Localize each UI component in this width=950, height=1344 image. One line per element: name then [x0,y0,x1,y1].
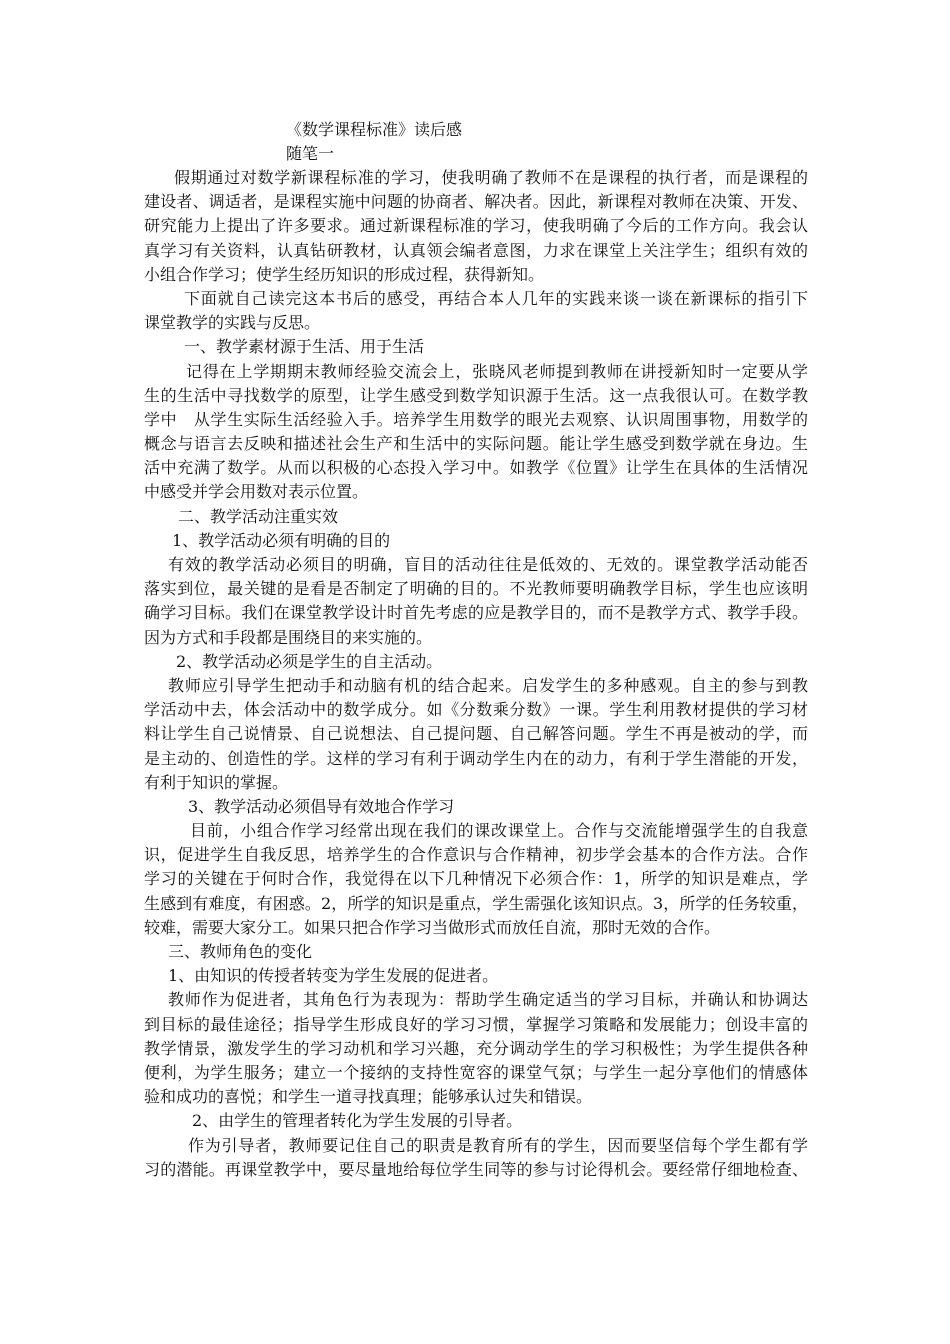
text-line: 到目标的最佳途径；指导学生形成良好的学习习惯，掌握学习策略和发展能力；创设丰富的 [144,1014,808,1034]
text-line: 学活动中去，体会活动中的数学成分。如《分数乘分数》一课。学生利用教材提供的学习材 [144,700,808,720]
text-line: 料让学生自己说情景、自己说想法、自己提问题、自己解答问题。学生不再是被动的学，而 [144,724,808,744]
text-line: 真学习有关资料，认真钻研教材，认真领会编者意图，力求在课堂上关注学生；组织有效的 [144,240,808,260]
text-line: 下面就自己读完这本书后的感受，再结合本人几年的实践来谈一谈在新课标的指引下 [184,288,808,308]
text-line: 二、教学活动注重实效 [178,506,339,526]
text-line: 因为方式和手段都是围绕目的来实施的。 [144,627,433,647]
text-line: 一、教学素材源于生活、用于生活 [184,337,425,357]
text-line: 1、教学活动必须有明确的目的 [172,530,391,550]
text-line: 学中 从学生实际生活经验入手。培养学生用数学的眼光去观察、认识周围事物，用数学的 [144,409,808,429]
text-line: 学习的关键在于何时合作，我觉得在以下几种情况下必须合作：1，所学的知识是难点，学 [144,869,808,889]
text-line: 较难，需要大家分工。如果只把合作学习当做形式而放任自流，那时无效的合作。 [144,917,721,937]
text-line: 三、教师角色的变化 [168,942,313,961]
text-line: 教师作为促进者，其角色行为表现为：帮助学生确定适当的学习目标，并确认和协调达 [168,990,808,1010]
text-line: 建设者、调适者，是课程实施中问题的协商者、解决者。因此，新课程对教师在决策、开发、 [144,192,808,212]
text-line: 教学情景，激发学生的学习动机和学习兴趣，充分调动学生的学习积极性；为学生提供各种 [144,1038,808,1058]
text-line: 生感到有难度，有困惑。2，所学的知识是重点，学生需强化该知识点。3，所学的任务较重， [144,893,808,913]
text-line: 生的生活中寻找数学的原型，让学生感受到数学知识源于生活。这一点我很认可。在数学教 [144,385,808,405]
document-title: 《数学课程标准》读后感 [286,120,463,139]
text-line: 小组合作学习；使学生经历知识的形成过程，获得新知。 [144,264,545,284]
document-body [144,166,808,1182]
text-line: 2、由学生的管理者转化为学生发展的引导者。 [192,1111,523,1131]
text-line: 概念与语言去反映和描述社会生产和生活中的实际问题。能让学生感受到数学就在身边。生 [144,434,808,454]
text-line: 识，促进学生自我反思，培养学生的合作意识与合作精神，初步学会基本的合作方法。合作 [144,845,808,865]
text-line: 假期通过对数学新课程标准的学习，使我明确了教师不在是课程的执行者，而是课程的 [174,168,808,187]
text-line: 研究能力上提出了许多要求。通过新课程标准的学习，使我明确了今后的工作方向。我会认 [144,216,808,236]
text-line: 中感受并学会用数对表示位置。 [144,482,369,502]
text-line: 目前，小组合作学习经常出现在我们的课改课堂上。合作与交流能增强学生的自我意 [190,821,808,841]
document-subtitle: 随笔一 [286,144,335,163]
text-line: 落实到位，最关键的是看是否制定了明确的目的。不光教师要明确教学目标，学生也应该明 [144,579,808,599]
text-line: 有利于知识的掌握。 [144,772,289,792]
text-line: 验和成功的喜悦；和学生一道寻找真理；能够承认过失和错误。 [144,1087,593,1107]
text-line: 作为引导者，教师要记住自己的职责是教育所有的学生，因而要坚信每个学生都有学 [188,1135,808,1155]
text-line: 1、由知识的传授者转变为学生发展的促进者。 [168,966,499,986]
text-line: 活中充满了数学。从而以积极的心态投入学习中。如教学《位置》让学生在具体的生活情况 [144,458,808,478]
text-line: 记得在上学期期末教师经验交流会上，张晓风老师提到教师在讲授新知时一定要从学 [186,361,808,381]
text-line: 确学习目标。我们在课堂教学设计时首先考虑的应是教学目的，而不是教学方式、教学手段。 [144,603,808,623]
text-line: 教师应引导学生把动手和动脑有机的结合起来。启发学生的多种感观。自主的参与到教 [168,675,808,695]
text-line: 便利，为学生服务；建立一个接纳的支持性宽容的课堂气氛；与学生一起分享他们的情感体 [144,1062,808,1082]
text-line: 2、教学活动必须是学生的自主活动。 [176,651,443,671]
text-line: 习的潜能。再课堂教学中，要尽量地给每位学生同等的参与讨论得机会。要经常仔细地检查、 [144,1159,808,1179]
text-line: 课堂教学的实践与反思。 [144,313,321,333]
text-line: 是主动的、创造性的学。这样的学习有利于调动学生内在的动力，有利于学生潜能的开发， [144,748,808,768]
text-line: 有效的教学活动必须目的明确，盲目的活动往往是低效的、无效的。课堂教学活动能否 [168,555,808,574]
text-line: 3、教学活动必须倡导有效地合作学习 [188,796,455,816]
